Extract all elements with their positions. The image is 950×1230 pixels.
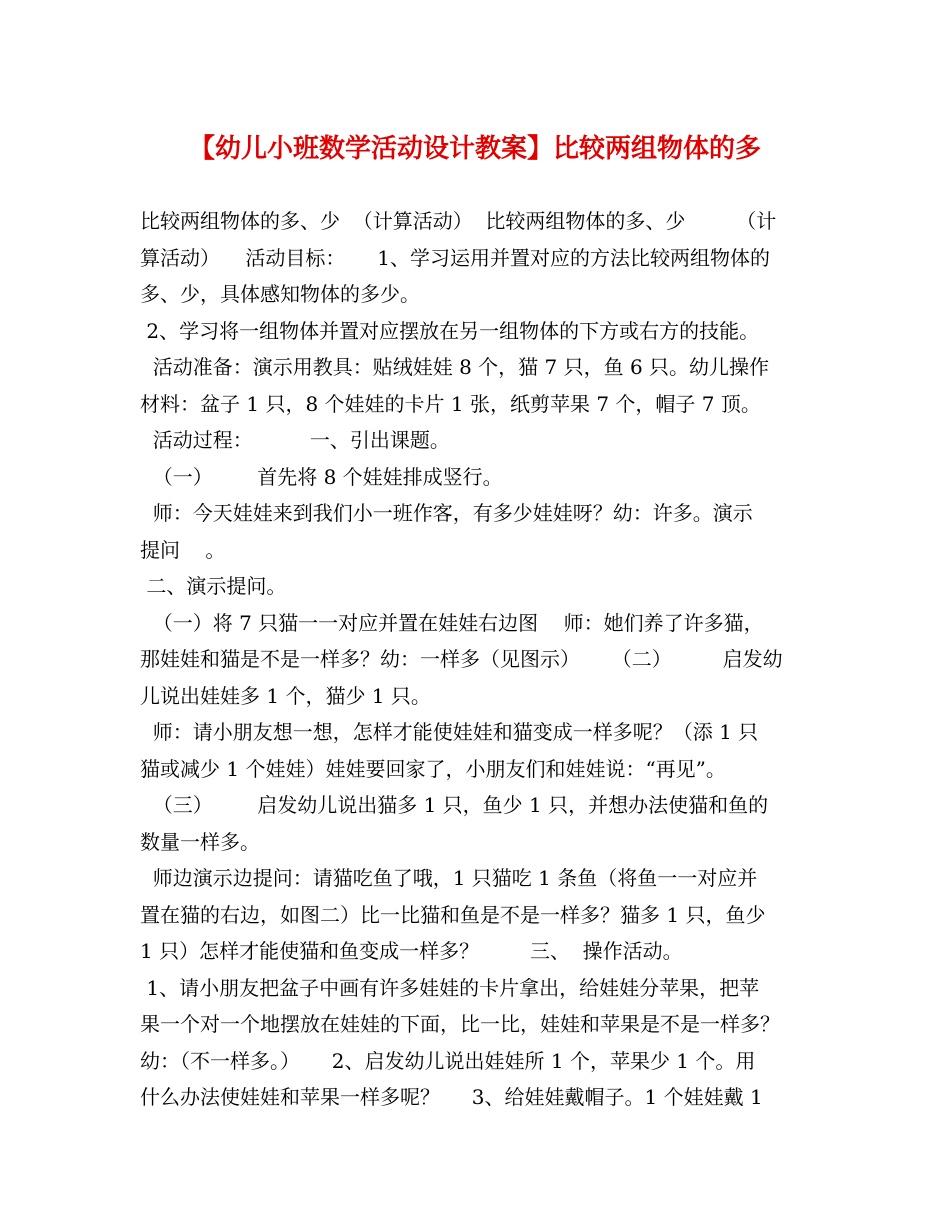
text-line: 材料：盆子 1 只，8 个娃娃的卡片 1 张，纸剪苹果 7 个，帽子 7 顶。 bbox=[140, 391, 761, 416]
text-line: 幼：（不一样多。） 2、启发幼儿说出娃娃所 1 个，苹果少 1 个。用 bbox=[140, 1048, 756, 1073]
text-line: 师边演示边提问：请猫吃鱼了哦，1 只猫吃 1 条鱼（将鱼一一对应并 bbox=[140, 866, 758, 890]
text-line: （一）将 7 只猫一一对应并置在娃娃右边图 师：她们养了许多猫， bbox=[140, 610, 764, 635]
text-line: 师：请小朋友想一想，怎样才能使娃娃和猫变成一样多呢？（添 1 只 bbox=[140, 720, 759, 744]
text-line: 比较两组物体的多、少 （计算活动） 比较两组物体的多、少 （计 bbox=[140, 209, 777, 233]
text-line: 数量一样多。 bbox=[140, 829, 260, 854]
text-line: 1、请小朋友把盆子中画有许多娃娃的卡片拿出，给娃娃分苹果，把苹 bbox=[140, 975, 760, 1000]
text-line: 1 只）怎样才能使猫和鱼变成一样多？ 三、 操作活动。 bbox=[140, 939, 683, 963]
document-title: 【幼儿小班数学活动设计教案】比较两组物体的多 bbox=[188, 134, 761, 164]
text-line: 果一个对一个地摆放在娃娃的下面，比一比，娃娃和苹果是不是一样多？ bbox=[140, 1012, 780, 1036]
text-line: 算活动） 活动目标： 1、学习运用并置对应的方法比较两组物体的 bbox=[140, 245, 770, 270]
text-line: 师：今天娃娃来到我们小一班作客，有多少娃娃呀？幼：许多。演示 bbox=[140, 501, 753, 525]
text-line: 多、少，具体感知物体的多少。 bbox=[140, 282, 420, 306]
text-line: 置在猫的右边，如图二）比一比猫和鱼是不是一样多？猫多 1 只，鱼少 bbox=[140, 902, 766, 927]
text-line: 提问 。 bbox=[140, 537, 226, 562]
text-line: 那娃娃和猫是不是一样多？幼：一样多（见图示） （二） 启发幼 bbox=[140, 647, 783, 671]
text-line: （一） 首先将 8 个娃娃排成竖行。 bbox=[140, 464, 503, 489]
text-line: 活动过程： 一、引出课题。 bbox=[140, 428, 450, 452]
text-line: 二、演示提问。 bbox=[140, 574, 287, 598]
text-line: 活动准备：演示用教具：贴绒娃娃 8 个，猫 7 只，鱼 6 只。幼儿操作 bbox=[140, 355, 770, 379]
text-line: 猫或减少 1 个娃娃）娃娃要回家了，小朋友们和娃娃说：“再见”。 bbox=[140, 756, 726, 781]
document-body bbox=[140, 203, 820, 1116]
text-line: 儿说出娃娃多 1 个，猫少 1 只。 bbox=[140, 683, 431, 708]
text-line: 什么办法使娃娃和苹果一样多呢？ 3、给娃娃戴帽子。1 个娃娃戴 1 bbox=[140, 1085, 763, 1109]
text-line: （三） 启发幼儿说出猫多 1 只，鱼少 1 只，并想办法使猫和鱼的 bbox=[140, 793, 769, 817]
text-line: 2、学习将一组物体并置对应摆放在另一组物体的下方或右方的技能。 bbox=[140, 318, 760, 343]
